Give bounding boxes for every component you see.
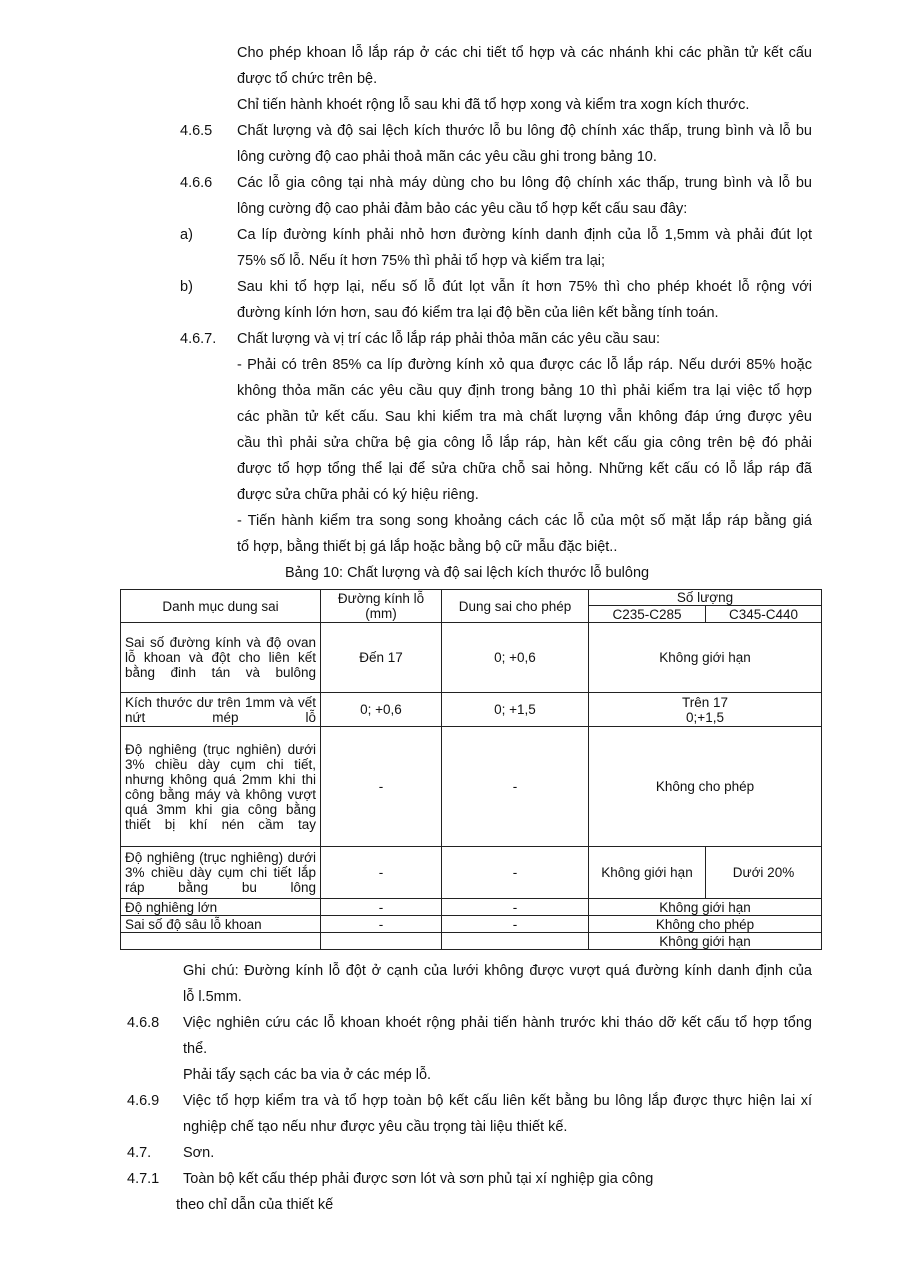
paragraph-line: lông cường độ cao phải thoả mãn các yêu cầu ghi trong bảng 10. <box>237 149 657 165</box>
paragraph-line: Phải tẩy sạch các ba via ở các mép lỗ. <box>183 1067 432 1083</box>
paragraph-line: Chất lượng và độ sai lệch kích thước lỗ bu lông độ chính xác thấp, trung bình và lỗ bu <box>237 123 812 139</box>
cell-quantity: Không giới hạn <box>589 623 822 693</box>
paragraph-line: lông cường độ cao phải đảm bảo các yêu cầu tổ hợp kết cấu sau đây: <box>237 201 688 217</box>
paragraph-line: các phần tử kết cấu. Sau khi kiểm tra mà chất lượng vẫn không đáp ứng được yêu <box>237 409 812 425</box>
cell-quantity: Không cho phép <box>589 916 822 933</box>
cell-diameter: Đến 17 <box>321 623 442 693</box>
section-number: 4.7. <box>127 1145 152 1161</box>
cell-tolerance: 0; +1,5 <box>442 693 589 727</box>
cell-item <box>121 933 321 950</box>
table-row <box>121 693 822 727</box>
header-c345: C345-C440 <box>706 606 822 623</box>
list-label: a) <box>180 227 193 243</box>
list-label: b) <box>180 279 193 295</box>
paragraph-line: Các lỗ gia công tại nhà máy dùng cho bu lông độ chính xác thấp, trung bình và lỗ bu <box>237 175 812 191</box>
paragraph-line: - Phải có trên 85% ca líp đường kính xỏ qua được các lỗ lắp ráp. Nếu dưới 85% hoặc <box>237 357 812 373</box>
paragraph-line: đường kính lớn hơn, sau đó kiểm tra lại độ bền của liên kết bằng tính toán. <box>237 305 719 321</box>
paragraph-line: được tổ chức trên bệ. <box>237 71 378 87</box>
table-row <box>121 916 822 933</box>
cell-diameter: - <box>321 916 442 933</box>
cell-quantity: Không giới hạn <box>589 933 822 950</box>
paragraph-line: tổ hợp, bằng thiết bị gá lắp hoặc bằng bộ cữ mẫu đặc biệt.. <box>237 539 618 555</box>
cell-item: Sai số độ sâu lỗ khoan <box>121 916 321 933</box>
paragraph-line: không thỏa mãn các yêu cầu quy định trong bảng 10 thì phải kiểm tra lại việc tổ hợp <box>237 383 812 399</box>
cell-c345: Dưới 20% <box>706 847 822 899</box>
section-number: 4.6.8 <box>127 1015 160 1031</box>
header-tolerance: Dung sai cho phép <box>442 590 589 623</box>
cell-diameter: - <box>321 727 442 847</box>
paragraph-line: nghiệp chế tạo nếu như được yêu cầu trọng tài liệu thiết kế. <box>183 1119 568 1135</box>
cell-item: Kích thước dư trên 1mm và vết nứt mép lỗ <box>121 693 321 727</box>
paragraph-line: theo chỉ dẫn của thiết kế <box>176 1197 334 1213</box>
paragraph-line: - Tiến hành kiểm tra song song khoảng cách các lỗ của một số mặt lắp ráp bằng giá <box>237 513 812 529</box>
table-row <box>121 623 822 693</box>
table-caption: Bảng 10: Chất lượng và độ sai lệch kích thước lỗ bulông <box>285 565 650 581</box>
cell-tolerance: - <box>442 916 589 933</box>
paragraph-line: cầu thì phải sửa chữa bệ gia công lỗ lắp ráp, hàn kết cấu gia công trên bệ đó phải <box>237 435 812 451</box>
cell-quantity: Không giới hạn <box>589 899 822 916</box>
cell-quantity-line1: Trên 17 <box>681 694 729 710</box>
cell-quantity: Không cho phép <box>589 727 822 847</box>
paragraph-line: thể. <box>183 1041 208 1057</box>
cell-tolerance: - <box>442 899 589 916</box>
paragraph-line: Việc nghiên cứu các lỗ khoan khoét rộng phải tiến hành trước khi tháo dỡ kết cấu tổ hợp tổng <box>183 1015 812 1031</box>
header-c235: C235-C285 <box>589 606 706 623</box>
cell-item: Độ nghiêng (trục nghiêng) dưới 3% chiều dày cụm chi tiết lắp ráp bằng bu lông <box>121 847 321 899</box>
table-row <box>121 727 822 847</box>
section-number: 4.6.9 <box>127 1093 160 1109</box>
section-number: 4.6.5 <box>180 123 213 139</box>
paragraph-line: Sau khi tổ hợp lại, nếu số lỗ đút lọt vẫn ít hơn 75% thì cho phép khoét lỗ rộng với <box>237 279 812 295</box>
cell-diameter: 0; +0,6 <box>321 693 442 727</box>
cell-item: Độ nghiêng (trục nghiên) dưới 3% chiều dày cụm chi tiết, nhưng không quá 2mm khi thi công bằng máy và không vượt quá 3mm khi gia công bằng thiết bị khí nén cầm tay <box>121 727 321 847</box>
note-line: lỗ l.5mm. <box>183 989 242 1005</box>
paragraph-line: được tổ hợp tổng thể lại để sửa chữa chỗ sai hỏng. Những kết cấu có lỗ lắp ráp đã <box>237 461 812 477</box>
section-heading: Sơn. <box>183 1145 215 1161</box>
table-row <box>121 899 822 916</box>
cell-tolerance <box>442 933 589 950</box>
cell-item: Độ nghiêng lớn <box>121 899 321 916</box>
cell-quantity-line2: 0;+1,5 <box>686 709 724 725</box>
cell-quantity <box>589 693 822 727</box>
note-line: Ghi chú: Đường kính lỗ đột ở cạnh của lưới không được vượt quá đường kính danh định của <box>183 963 812 979</box>
paragraph-line: Chỉ tiến hành khoét rộng lỗ sau khi đã tổ hợp xong và kiểm tra xogn kích thước. <box>237 97 750 113</box>
paragraph-line: Toàn bộ kết cấu thép phải được sơn lót và sơn phủ tại xí nghiệp gia công <box>183 1171 654 1187</box>
cell-diameter: - <box>321 899 442 916</box>
paragraph-line: Việc tổ hợp kiểm tra và tổ hợp toàn bộ kết cấu liên kết bằng bu lông lắp được thực hiện lai xí <box>183 1093 812 1109</box>
paragraph-line: Chất lượng và vị trí các lỗ lắp ráp phải thỏa mãn các yêu cầu sau: <box>237 331 661 347</box>
header-quantity: Số lượng <box>589 590 822 606</box>
cell-diameter <box>321 933 442 950</box>
cell-item: Sai số đường kính và độ ovan lỗ khoan và đột cho liên kết bằng đinh tán và bulông <box>121 623 321 693</box>
section-number: 4.6.7. <box>180 331 217 347</box>
paragraph-line: 75% số lỗ. Nếu ít hơn 75% thì phải tổ hợp và kiểm tra lại; <box>237 253 606 269</box>
cell-tolerance: - <box>442 847 589 899</box>
cell-tolerance: - <box>442 727 589 847</box>
header-item: Danh mục dung sai <box>121 590 321 623</box>
paragraph-line: được sửa chữa phải có ký hiệu riêng. <box>237 487 479 503</box>
table-row <box>121 847 822 899</box>
cell-diameter: - <box>321 847 442 899</box>
table-row <box>121 933 822 950</box>
section-number: 4.7.1 <box>127 1171 160 1187</box>
paragraph-line: Ca líp đường kính phải nhỏ hơn đường kính danh định của lỗ 1,5mm và phải đút lọt <box>237 227 812 243</box>
tolerance-table <box>120 589 822 950</box>
header-diameter: Đường kính lỗ (mm) <box>321 590 442 623</box>
cell-tolerance: 0; +0,6 <box>442 623 589 693</box>
section-number: 4.6.6 <box>180 175 213 191</box>
cell-c235: Không giới hạn <box>589 847 706 899</box>
paragraph-line: Cho phép khoan lỗ lắp ráp ở các chi tiết tổ hợp và các nhánh khi các phần tử kết cấu <box>237 45 812 61</box>
